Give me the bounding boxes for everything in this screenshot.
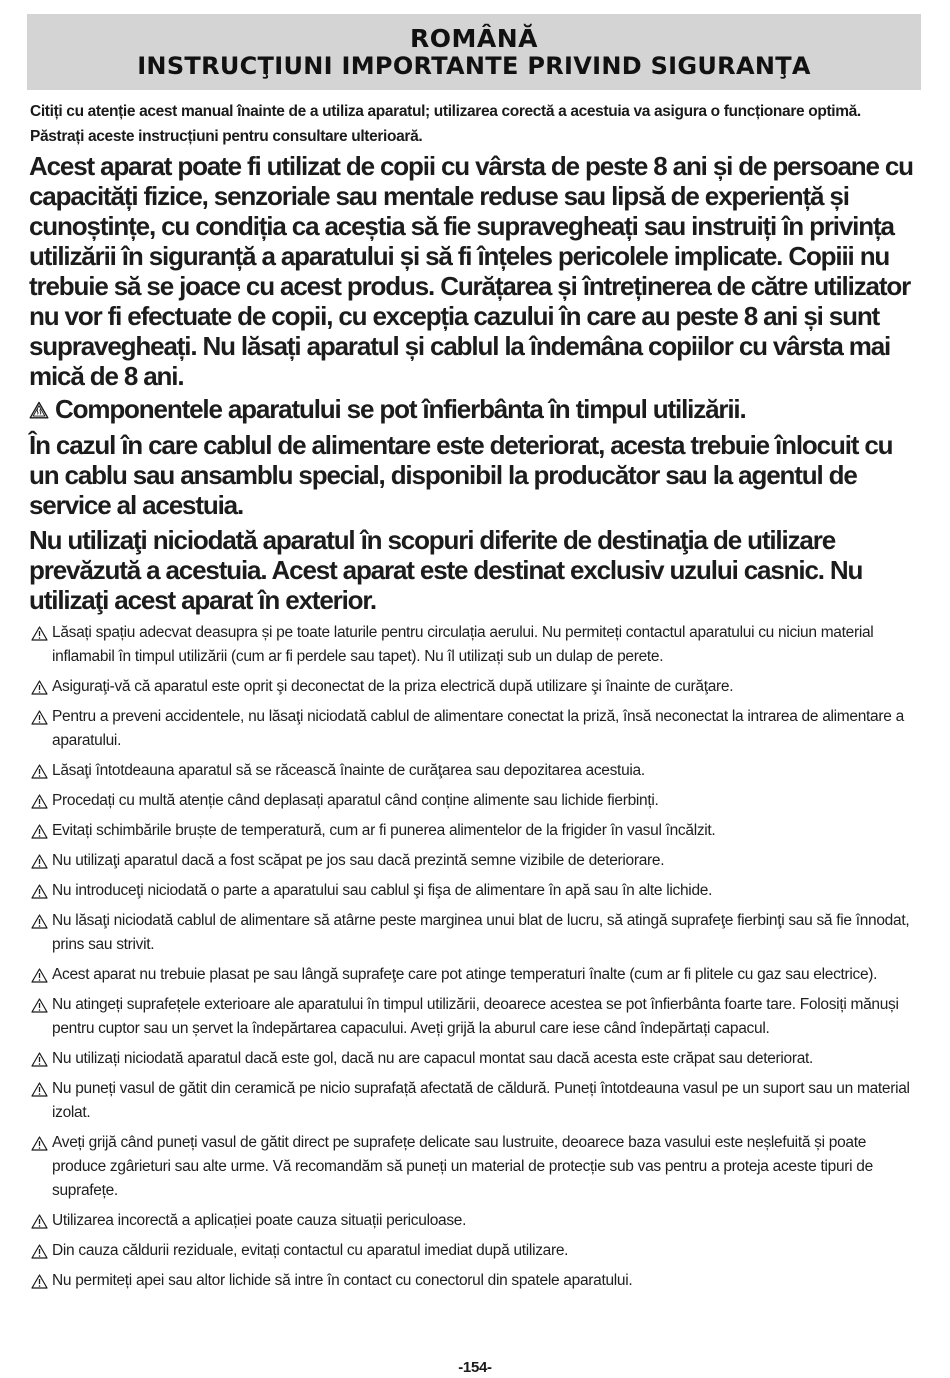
warning-item	[31, 993, 916, 1041]
warning-icon	[31, 1209, 52, 1233]
warning-item	[31, 759, 916, 783]
warning-icon	[31, 1269, 52, 1293]
warning-icon	[31, 909, 52, 933]
page-header	[27, 14, 921, 90]
warning-icon	[31, 705, 52, 729]
warning-text: Lăsaţi întotdeauna aparatul să se răcească înainte de curăţarea sau depozitarea acestuia.	[52, 762, 645, 779]
warning-icon	[29, 395, 55, 425]
warning-item	[31, 675, 916, 699]
usage-paragraph: Nu utilizaţi niciodată aparatul în scopuri diferite de destinaţia de utilizare prevăzută a acestuia. Acest aparat este destinat exclusiv uzului casnic. Nu utilizaţi acest aparat în exterior.	[29, 525, 863, 615]
warning-item	[31, 1077, 916, 1125]
warning-icon	[31, 963, 52, 987]
warning-text: Procedați cu multă atenție când deplasați aparatul când conține alimente sau lichide fierbinți.	[52, 792, 659, 809]
warning-text: Aveți grijă când puneți vasul de gătit direct pe suprafețe delicate sau lustruite, deoarece baza vasului este neșlefuită și poate produce zgârieturi sau alte urme. Vă recomandăm să puneți un material de protecție sub vas pentru a proteja aceste tipuri de suprafețe.	[52, 1134, 873, 1199]
warning-text: Nu permiteți apei sau altor lichide să intre în contact cu conectorul din spatele aparatului.	[52, 1272, 633, 1289]
warning-icon	[31, 759, 52, 783]
warning-item	[31, 1269, 916, 1293]
warning-icon	[31, 1077, 52, 1101]
children-safety-paragraph: Acest aparat poate fi utilizat de copii cu vârsta de peste 8 ani și de persoane cu capacități fizice, senzoriale sau mentale reduse sau lipsă de experiență și cunoștințe, cu condiția ca aceștia să fie supravegheați sau instruiți în privința utilizării în siguranță a aparatului și să fi înțeles pericolele implicate. Copiii nu trebuie să se joace cu acest produs. Curățarea și întreținerea de către utilizator nu vor fi efectuate de copii, cu excepția cazului în care au peste 8 ani și sunt supravegheați. Nu lăsați aparatul și cablul la îndemâna copiilor cu vârsta mai mică de 8 ani.	[29, 151, 913, 391]
warning-list	[31, 621, 916, 1299]
warning-text: Nu introduceţi niciodată o parte a aparatului sau cablul şi fişa de alimentare în apă sau în alte lichide.	[52, 882, 713, 899]
hot-surface-warning	[29, 394, 924, 425]
warning-icon	[31, 819, 52, 843]
warning-item	[31, 705, 916, 753]
warning-item	[31, 909, 916, 957]
warning-item	[31, 819, 916, 843]
warning-icon	[31, 993, 52, 1017]
warning-icon	[31, 849, 52, 873]
warning-text: Utilizarea incorectă a aplicației poate cauza situații periculoase.	[52, 1212, 467, 1229]
warning-text: Lăsați spațiu adecvat deasupra și pe toate laturile pentru circulația aerului. Nu permiteți contactul aparatului cu niciun material inflamabil în timpul utilizării (cum ar fi perdele sau tapet). Nu îl utilizați sub un dulap de perete.	[52, 624, 874, 665]
warning-icon	[31, 1239, 52, 1263]
warning-item	[31, 621, 916, 669]
warning-text: Din cauza căldurii reziduale, evitați contactul cu aparatul imediat după utilizare.	[52, 1242, 569, 1259]
warning-text: Nu utilizaţi aparatul dacă a fost scăpat pe jos sau dacă prezintă semne vizibile de deteriorare.	[52, 852, 665, 869]
warning-icon	[31, 789, 52, 813]
warning-text: Nu puneți vasul de gătit din ceramică pe nicio suprafață afectată de căldură. Puneți întotdeauna vasul pe un suport sau un material izolat.	[52, 1080, 910, 1121]
warning-text: Nu atingeți suprafețele exterioare ale aparatului în timpul utilizării, deoarece acestea se pot înfierbânta foarte tare. Folosiți mănuși pentru cuptor sau un șervet la îndepărtarea capacului. Aveți grijă la aburul care iese când îndepărtați capacul.	[52, 996, 899, 1037]
page-number: -154-	[458, 1359, 492, 1376]
warning-text: Evitați schimbările bruște de temperatură, cum ar fi punerea alimentelor de la frigider în vasul încălzit.	[52, 822, 716, 839]
warning-item	[31, 879, 916, 903]
warning-icon	[31, 675, 52, 699]
warning-text: Nu utilizați niciodată aparatul dacă este gol, dacă nu are capacul montat sau dacă acesta este crăpat sau deteriorat.	[52, 1050, 814, 1067]
warning-item	[31, 1047, 916, 1071]
warning-icon	[31, 621, 52, 645]
warning-text: Acest aparat nu trebuie plasat pe sau lângă suprafeţe care pot atinge temperaturi înalte (cum ar fi plitele cu gaz sau electrice).	[52, 966, 878, 983]
warning-text: Nu lăsaţi niciodată cablul de alimentare să atârne peste marginea unui blat de lucru, să atingă suprafeţe fierbinţi sau să fie înnodat, prins sau strivit.	[52, 912, 910, 953]
page-title: INSTRUCŢIUNI IMPORTANTE PRIVIND SIGURANŢA	[137, 52, 811, 80]
warning-item	[31, 789, 916, 813]
warning-item	[31, 1131, 916, 1203]
hot-surface-warning-text: Componentele aparatului se pot înfierbânta în timpul utilizării.	[55, 394, 746, 424]
warning-text: Asiguraţi-vă că aparatul este oprit şi deconectat de la priza electrică după utilizare şi înainte de curăţare.	[52, 678, 734, 695]
warning-item	[31, 1239, 916, 1263]
warning-item	[31, 849, 916, 873]
cable-replacement-paragraph: În cazul în care cablul de alimentare este deteriorat, acesta trebuie înlocuit cu un cablu sau ansamblu special, disponibil la producător sau la agentul de service al acestuia.	[29, 430, 893, 520]
warning-item	[31, 963, 916, 987]
language-heading: ROMÂNĂ	[410, 24, 538, 53]
warning-text: Pentru a preveni accidentele, nu lăsaţi niciodată cablul de alimentare conectat la priză, însă neconectat la intrarea de alimentare a aparatului.	[52, 708, 904, 749]
warning-icon	[31, 1047, 52, 1071]
warning-icon	[31, 1131, 52, 1155]
warning-item	[31, 1209, 916, 1233]
warning-icon	[31, 879, 52, 903]
intro-text: Citiți cu atenție acest manual înainte de a utiliza aparatul; utilizarea corectă a acestuia va asigura o funcționare optimă. Păstrați aceste instrucțiuni pentru consultare ulterioară.	[30, 103, 861, 145]
